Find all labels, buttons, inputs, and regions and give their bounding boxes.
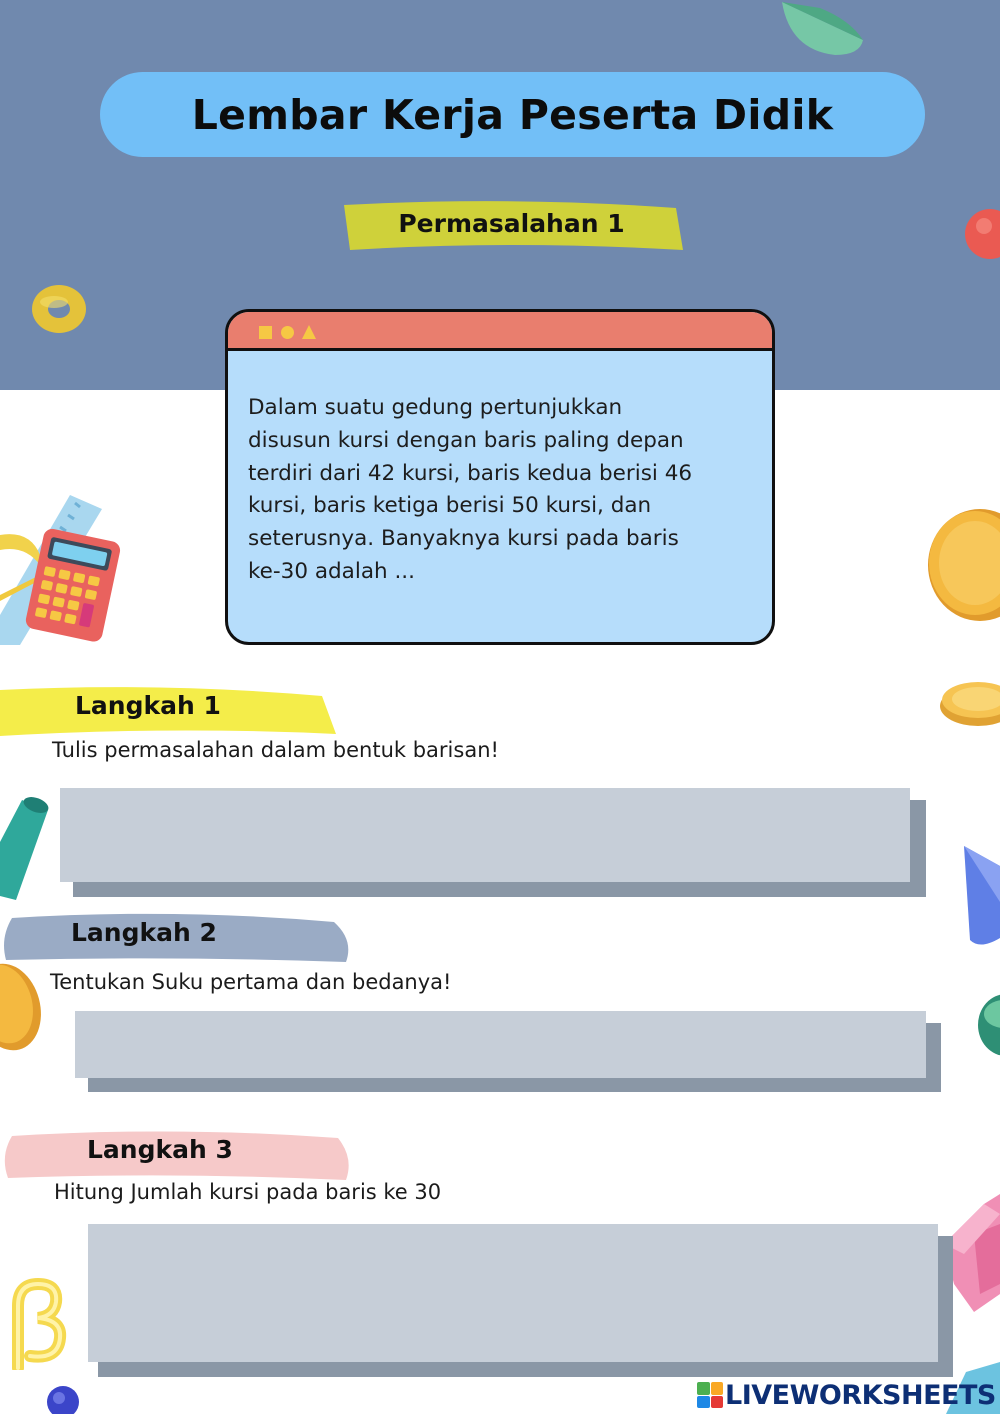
red-sphere-icon: [962, 206, 1000, 262]
cylinder-icon: [0, 792, 52, 900]
coin-icon: [920, 505, 1000, 623]
cone-icon: [958, 842, 1000, 948]
window-triangle-icon: [302, 325, 316, 339]
coin-flat-icon: [938, 672, 1000, 730]
ring-icon: [28, 280, 90, 338]
step-1-answer-box[interactable]: [60, 788, 926, 898]
step-2-instruction: Tentukan Suku pertama dan bedanya!: [50, 970, 452, 994]
step-1-answer-field[interactable]: [60, 788, 910, 882]
step-3-tag: [4, 1126, 350, 1182]
step-3-answer-box[interactable]: [88, 1224, 953, 1378]
liveworksheets-brand: [697, 1377, 996, 1413]
step-2-answer-box[interactable]: [75, 1011, 941, 1093]
window-circle-icon: [281, 326, 294, 339]
problem-window: [225, 309, 775, 645]
beta-symbol-icon: [0, 1276, 70, 1370]
step-2-tag: [4, 910, 350, 964]
step-1-instruction: Tulis permasalahan dalam bentuk barisan!: [52, 738, 499, 762]
coin-left-icon: [0, 960, 44, 1054]
problem-label-tag: [340, 200, 683, 250]
step-1-tag: [0, 684, 336, 736]
step-3-answer-field[interactable]: [88, 1224, 938, 1362]
step-2-label: Langkah 2: [71, 918, 217, 947]
step-2-answer-field[interactable]: [75, 1011, 926, 1078]
step-1-label: Langkah 1: [75, 691, 221, 720]
page-title-banner: [100, 72, 925, 157]
calculator-icon: [22, 528, 122, 643]
step-3-label: Langkah 3: [87, 1135, 233, 1164]
brand-text: LIVEWORKSHEETS: [725, 1379, 996, 1411]
window-square-icon: [259, 326, 272, 339]
liveworksheets-logo-icon: [697, 1382, 723, 1408]
problem-text: Dalam suatu gedung pertunjukkan disusun kursi dengan baris paling depan terdiri dari 42 kursi, baris kedua berisi 46 kursi, baris ketiga berisi 50 kursi, dan seterusnya. Banyaknya kursi pada baris ke-30 adalah ...: [248, 395, 693, 584]
window-title-bar: [228, 312, 772, 351]
step-3-instruction: Hitung Jumlah kursi pada baris ke 30: [54, 1180, 442, 1204]
sphere-icon: [976, 992, 1000, 1058]
page-title: Lembar Kerja Peserta Didik: [191, 90, 834, 139]
blue-dot-icon: [45, 1386, 81, 1414]
problem-label: Permasalahan 1: [398, 208, 625, 238]
green-hemisphere-icon: [780, 0, 865, 58]
